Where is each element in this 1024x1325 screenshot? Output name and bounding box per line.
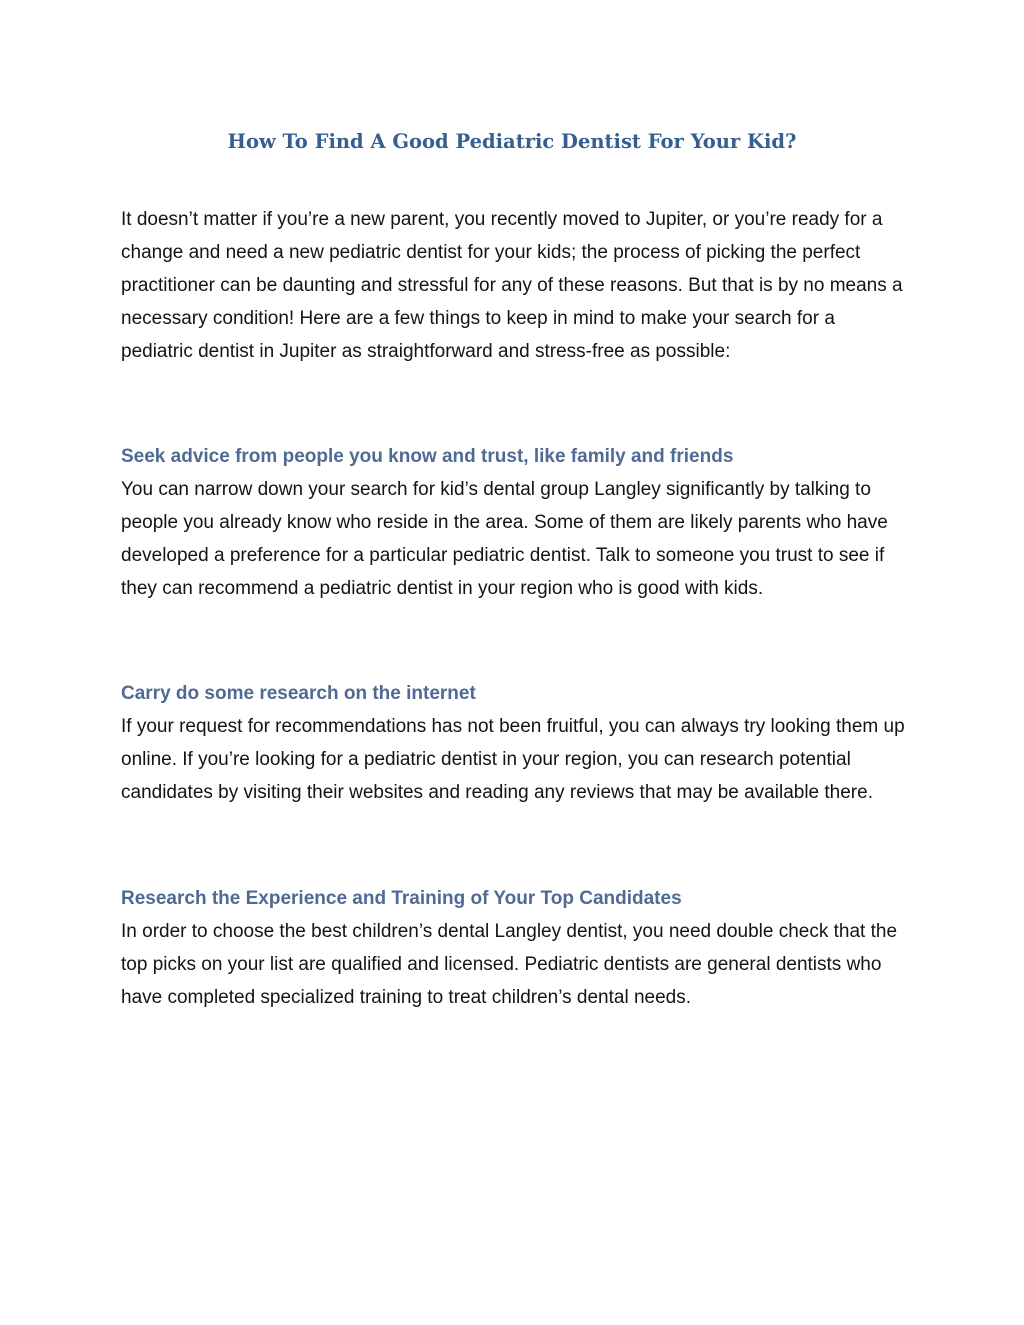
section-body: In order to choose the best children’s dental Langley dentist, you need double check that the top picks on your list are qualified and licensed. Pediatric dentists are general dentists who have completed specialized training to treat children’s dental needs. [121, 921, 898, 1008]
section-seek-advice [121, 440, 911, 605]
section-experience-training [121, 882, 911, 1014]
intro-paragraph: It doesn’t matter if you’re a new parent, you recently moved to Jupiter, or you’re ready for a change and need a new pediatric dentist for your kids; the process of picking the perfect practitioner can be daunting and stressful for any of these reasons. But that is by no means a necessary condition! Here are a few things to keep in mind to make your search for a pediatric dentist in Jupiter as straightforward and stress-free as possible: [121, 209, 903, 362]
section-heading: Research the Experience and Training of Your Top Candidates [121, 888, 682, 909]
document-title: How To Find A Good Pediatric Dentist For Your Kid? [227, 130, 797, 153]
section-internet-research [121, 677, 911, 809]
section-heading: Carry do some research on the internet [121, 683, 476, 704]
section-body: If your request for recommendations has not been fruitful, you can always try looking them up online. If you’re looking for a pediatric dentist in your region, you can research potential candidates by visiting their websites and reading any reviews that may be available there. [121, 716, 905, 803]
section-heading: Seek advice from people you know and trust, like family and friends [121, 446, 734, 467]
section-body: You can narrow down your search for kid’s dental group Langley significantly by talking to people you already know who reside in the area. Some of them are likely parents who have developed a preference for a particular pediatric dentist. Talk to someone you trust to see if they can recommend a pediatric dentist in your region who is good with kids. [121, 479, 888, 599]
